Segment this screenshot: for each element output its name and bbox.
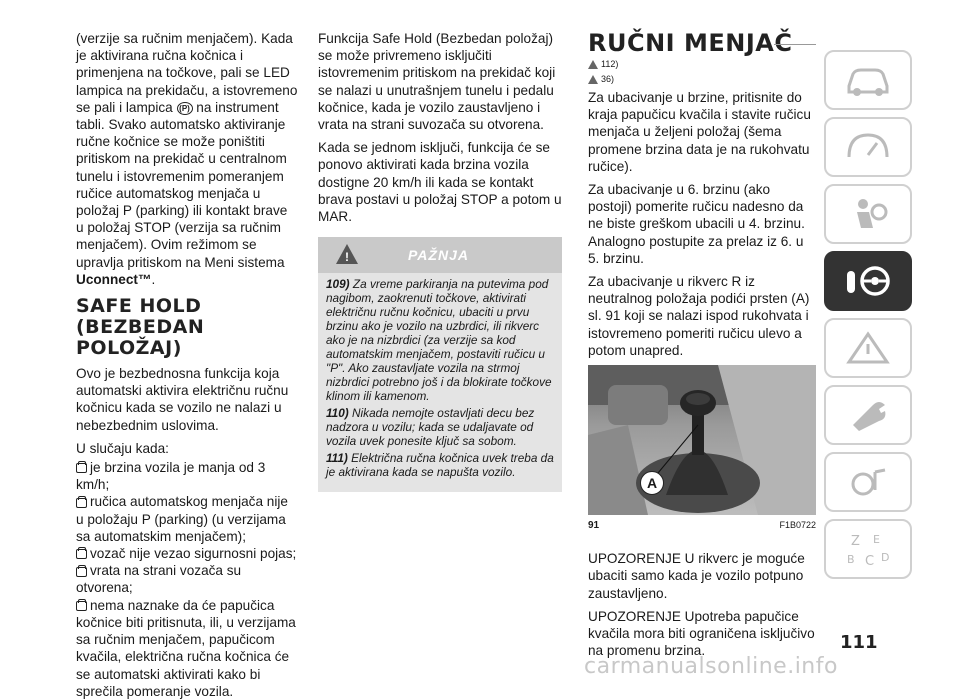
warning-title: PAŽNJA <box>408 247 469 264</box>
bullet-icon <box>76 463 87 473</box>
figure-number: 91 <box>588 520 600 532</box>
key-steering-icon <box>843 261 893 301</box>
warning-ref-icon <box>588 60 598 69</box>
warning-body <box>318 273 562 492</box>
section-heading-manual-gearbox: RUČNI MENJAČ <box>588 29 793 57</box>
warning-item-number: 111) <box>326 451 348 466</box>
reference-item <box>588 72 816 87</box>
section-heading-safe-hold: SAFE HOLD (BEZBEDAN POLOŽAJ) <box>76 295 205 360</box>
reference-number: 112) <box>601 59 619 69</box>
tab-car[interactable] <box>824 50 912 110</box>
warning-item-text: Nikada nemojte ostavljati decu bez nadzora u vozilu; kada se udaljavate od vozila uvek ponesite ključ sa sobom. <box>326 406 535 449</box>
paragraph-epb-intro <box>76 30 298 288</box>
svg-text:D: D <box>881 551 890 564</box>
paragraph-reverse-warning: UPOZORENJE U rikverc je moguće ubaciti samo kada je vozilo potpuno zaustavljeno. <box>588 551 805 601</box>
svg-text:E: E <box>873 533 880 546</box>
brand-uconnect: Uconnect™ <box>76 271 152 287</box>
list-item-text: je brzina vozila je manja od 3 km/h; <box>76 460 266 493</box>
warning-item <box>326 406 554 448</box>
reference-list <box>588 57 816 87</box>
bullet-icon <box>76 549 87 559</box>
warning-item-text: Za vreme parkiranja na putevima pod nagibom, zaokrenuti točkove, aktivirati električnu ručnu kočnicu, ubaciti u prvu brzinu ako je vozilo na uzbrdici, ili rikverc ako je na nizbrdici (za verzije sa kod automatskim menjačem, postaviti ručicu u "P". Ako zaustavljate vozila na strmoj nizbrdici potrebno još i da blokirate točkove klinom ili kamenom. <box>326 277 552 404</box>
dashboard-icon <box>843 127 893 167</box>
bullet-icon <box>76 498 87 508</box>
reference-number: 36) <box>601 74 615 84</box>
reference-item <box>588 57 816 72</box>
warning-box <box>318 237 562 492</box>
tab-starting-driving[interactable] <box>824 251 912 311</box>
conditions-list <box>76 459 298 700</box>
paragraph-safe-hold-desc: Ovo je bezbednosna funkcija koja automatski aktivira električnu ručnu kočnicu kada se vozilo ne nalazi u nebezbednim uslovima. <box>76 366 289 433</box>
paragraph-sixth-gear: Za ubacivanje u 6. brzinu (ako postoji) pomerite ručicu nadesno da ne biste greškom ubacili u 4. brzinu. Analogno postupite za prelaz iz 6. u 5. brzinu. <box>588 182 805 266</box>
tab-emergency[interactable] <box>824 385 912 445</box>
airbag-icon <box>843 194 893 234</box>
list-item <box>76 562 298 596</box>
index-letters-icon <box>843 529 893 569</box>
heading-rule <box>774 44 816 45</box>
list-item <box>76 493 298 545</box>
warning-triangle-icon <box>843 328 893 368</box>
column-left <box>76 30 298 700</box>
list-item-text: ručica automatskog menjača nije u položaju P (parking) (u verzijama sa automatskim menjačem); <box>76 494 288 544</box>
warning-item <box>326 277 554 403</box>
figure-callout-a: A <box>640 471 664 495</box>
service-wrench-icon <box>843 395 893 435</box>
watermark: carmanualsonline.info <box>584 654 838 679</box>
list-item <box>76 459 298 493</box>
media-icon <box>843 462 893 502</box>
figure-code: F1B0722 <box>779 520 816 531</box>
warning-item <box>326 451 554 479</box>
period: . <box>151 271 156 287</box>
warning-header <box>318 237 562 273</box>
bullet-icon <box>76 567 87 577</box>
warning-item-text: Električna ručna kočnica uvek treba da je aktivirana kada se napušta vozilo. <box>326 451 554 480</box>
svg-text:C: C <box>865 554 875 569</box>
tab-index[interactable] <box>824 519 912 579</box>
tab-dashboard[interactable] <box>824 117 912 177</box>
gear-lever-illustration <box>588 365 816 515</box>
list-item-text: vrata na strani vozača su otvorena; <box>76 563 242 596</box>
tab-multimedia[interactable] <box>824 452 912 512</box>
paragraph-clutch-warning: UPOZORENJE Upotreba papučice kvačila mora biti ograničena isključivo na promenu brzina. <box>588 608 815 659</box>
paragraph-text: (verzije sa ručnim menjačem). Kada je aktivirana ručna kočnica i primenjena na točkove, pali se LED lampica na prekidaču, a istovremeno se pali i lampica <box>76 31 298 115</box>
paragraph-safe-hold-reactivate: Kada se jednom isključi, funkcija će se ponovo aktivirati kada brzina vozila dostigne 20 km/h ili kada se kontakt brava postavi u položaj STOP a potom u MAR. <box>318 140 562 225</box>
paragraph-reverse: Za ubacivanje u rikverc R iz neutralnog položaja podići prsten (A) sl. 91 koji se nalazi ispod rukohvata i istovremeno pomeriti ručicu ulevo a potom unapred. <box>588 274 810 358</box>
car-icon <box>843 60 893 100</box>
paragraph-text: na instrument tabli. Svako automatsko aktiviranje ručne kočnice se može poništiti pritiskom na prekidač u centralnom tunelu i istovremenim pomeranjem ručice automatskog menjača u položaj P (parking) ili kontakt brave u položaj STOP (verzija sa ručnim menjačem). Ovim režimom se upravlja pritiskom na Meni sistema <box>76 99 288 270</box>
paragraph-safe-hold-disable: Funkcija Safe Hold (Bezbedan položaj) se može privremeno isključiti istovremenim pritiskom na prekidač koji se nalazi u unutrašnjem tunelu i pedalu kočnice, kada je vozilo zaustavljeno i vrata na strani suvozača su otvorena. <box>318 31 556 133</box>
tab-warnings[interactable] <box>824 318 912 378</box>
figure-caption <box>588 517 816 534</box>
warning-item-number: 109) <box>326 277 350 292</box>
list-item-text: vozač nije vezao sigurnosni pojas; <box>90 546 297 562</box>
list-item-text: nema naznake da će papučica kočnice biti pritisnuta, ili, u verzijama sa ručnim menjačem, papučicom kvačila, električna ručna kočnica će se automatski aktivirati kako bi sprečila pomeranje vozila. <box>76 597 296 699</box>
tab-safety[interactable] <box>824 184 912 244</box>
column-right <box>588 30 816 665</box>
paragraph-shift-gears: Za ubacivanje u brzine, pritisnite do kraja papučicu kvačila i stavite ručicu menjača u željeni položaj (šema promene brzina data je na rukohvatu ručice). <box>588 90 811 174</box>
warning-item-number: 110) <box>326 406 349 421</box>
bullet-icon <box>76 601 87 611</box>
caution-ref-icon <box>588 75 598 84</box>
page-number: 111 <box>840 632 878 653</box>
parking-brake-lamp-icon: (P) <box>177 102 193 115</box>
list-item <box>76 597 298 700</box>
column-middle <box>318 30 562 492</box>
chapter-tabs <box>824 50 914 586</box>
gear-lever-photo <box>588 365 816 515</box>
svg-text:Z: Z <box>851 534 860 549</box>
paragraph-conditions-intro: U slučaju kada: <box>76 440 169 456</box>
list-item <box>76 545 298 562</box>
warning-triangle-icon: ! <box>336 244 358 264</box>
svg-text:B: B <box>847 553 855 566</box>
